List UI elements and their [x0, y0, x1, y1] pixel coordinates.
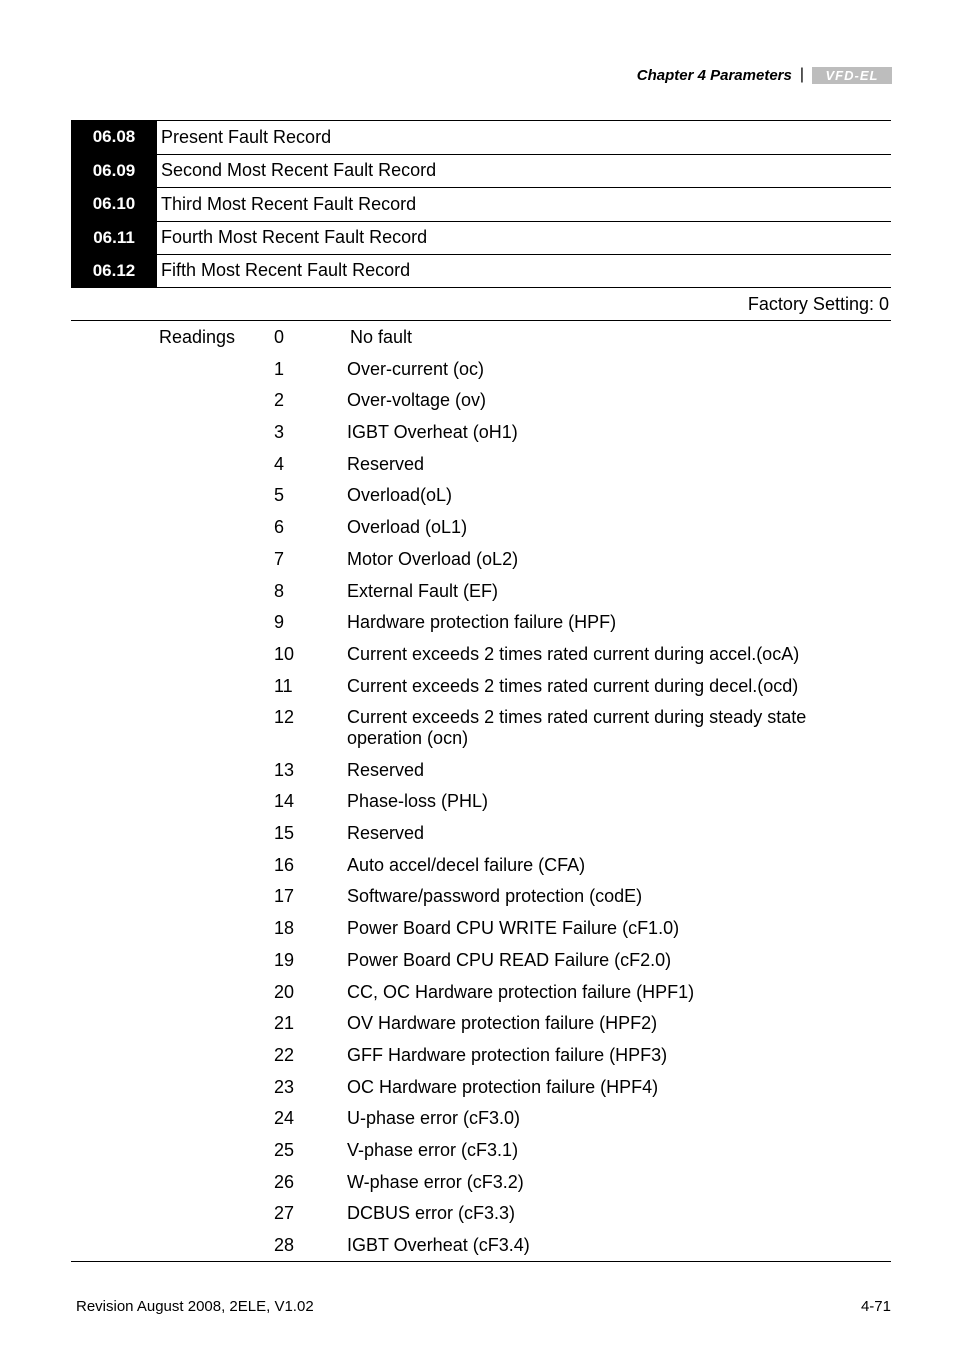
reading-row — [274, 760, 834, 781]
reading-row — [274, 327, 834, 348]
reading-code: 28 — [274, 1235, 295, 1256]
reading-description: Current exceeds 2 times rated current during decel.(ocd) — [347, 675, 799, 696]
reading-description: No fault — [350, 327, 413, 347]
reading-description: Phase-loss (PHL) — [347, 791, 489, 812]
vfd-el-logo-icon: VFD-EL — [812, 67, 892, 84]
reading-description: Overload (oL1) — [347, 517, 468, 538]
parameter-code: 06.08 — [71, 121, 157, 154]
reading-row — [274, 422, 834, 443]
header-separator: | — [799, 66, 804, 83]
readings-list — [274, 327, 834, 1267]
reading-description: OC Hardware protection failure (HPF4) — [347, 1076, 659, 1097]
reading-code: 24 — [274, 1108, 295, 1129]
reading-code: 26 — [274, 1171, 295, 1192]
reading-description: V-phase error (cF3.1) — [347, 1139, 519, 1160]
parameter-name: Second Most Recent Fault Record — [161, 160, 437, 181]
reading-row — [274, 485, 834, 506]
reading-description: GFF Hardware protection failure (HPF3) — [347, 1044, 668, 1065]
footer-revision: Revision August 2008, 2ELE, V1.02 — [76, 1298, 314, 1315]
parameter-row — [71, 154, 891, 188]
parameter-name: Third Most Recent Fault Record — [161, 193, 417, 214]
reading-row — [274, 886, 834, 907]
parameter-row — [71, 254, 891, 288]
reading-row — [274, 1077, 834, 1098]
parameter-table — [71, 120, 891, 288]
reading-description: Power Board CPU READ Failure (cF2.0) — [347, 949, 672, 970]
divider — [71, 1261, 891, 1262]
reading-description: Power Board CPU WRITE Failure (cF1.0) — [347, 918, 680, 939]
reading-code: 6 — [274, 517, 285, 538]
reading-row — [274, 359, 834, 380]
reading-code: 20 — [274, 981, 295, 1002]
parameter-name: Fifth Most Recent Fault Record — [161, 260, 411, 281]
parameter-code: 06.12 — [71, 255, 157, 287]
reading-description: Reserved — [347, 453, 425, 474]
reading-description: IGBT Overheat (cF3.4) — [347, 1235, 530, 1256]
reading-row — [274, 1203, 834, 1224]
parameter-name: Fourth Most Recent Fault Record — [161, 227, 428, 248]
parameter-row — [71, 120, 891, 154]
reading-code: 11 — [274, 675, 293, 696]
reading-code: 18 — [274, 918, 295, 939]
reading-row — [274, 950, 834, 971]
reading-row — [274, 918, 834, 939]
chapter-title: Chapter 4 Parameters — [636, 66, 792, 84]
reading-description: Over-voltage (ov) — [347, 390, 487, 411]
reading-row — [274, 390, 834, 411]
reading-description: Auto accel/decel failure (CFA) — [347, 854, 586, 875]
reading-description: Software/password protection (codE) — [347, 886, 643, 907]
reading-row — [274, 644, 834, 665]
factory-setting: Factory Setting: 0 — [747, 294, 889, 314]
reading-code: 2 — [274, 390, 285, 411]
reading-code: 3 — [274, 422, 285, 443]
parameter-code: 06.10 — [71, 188, 157, 221]
reading-code: 23 — [274, 1076, 295, 1097]
parameter-row — [71, 187, 891, 221]
reading-code: 17 — [274, 886, 295, 907]
reading-row — [274, 791, 834, 812]
reading-row — [274, 1108, 834, 1129]
parameter-name: Present Fault Record — [161, 126, 332, 147]
reading-row — [274, 454, 834, 475]
reading-description: Reserved — [347, 823, 425, 844]
reading-row — [274, 581, 834, 602]
reading-description: Current exceeds 2 times rated current during accel.(ocA) — [347, 643, 800, 664]
reading-row — [274, 1172, 834, 1193]
reading-description: CC, OC Hardware protection failure (HPF1) — [347, 981, 695, 1002]
reading-code: 5 — [274, 485, 285, 506]
reading-code: 10 — [274, 643, 295, 664]
reading-code: 27 — [274, 1203, 295, 1224]
page-header — [637, 66, 892, 84]
reading-description: W-phase error (cF3.2) — [347, 1171, 524, 1192]
reading-code: 0 — [274, 327, 285, 347]
reading-row — [274, 676, 834, 697]
reading-description: Hardware protection failure (HPF) — [347, 612, 617, 633]
reading-code: 13 — [274, 759, 295, 780]
reading-row — [274, 1045, 834, 1066]
footer-page-number: 4-71 — [860, 1298, 891, 1315]
reading-code: 14 — [274, 791, 295, 812]
reading-row — [274, 707, 834, 749]
reading-description: U-phase error (cF3.0) — [347, 1108, 521, 1129]
parameter-code: 06.11 — [71, 222, 157, 255]
reading-code: 4 — [274, 453, 285, 474]
reading-row — [274, 549, 834, 570]
reading-code: 19 — [274, 949, 295, 970]
reading-code: 9 — [274, 612, 285, 633]
reading-row — [274, 1013, 834, 1034]
reading-description: Over-current (oc) — [347, 358, 485, 379]
reading-row — [274, 612, 834, 633]
reading-row — [274, 1140, 834, 1161]
reading-code: 7 — [274, 548, 285, 569]
reading-row — [274, 855, 834, 876]
reading-code: 21 — [274, 1013, 295, 1034]
reading-description: IGBT Overheat (oH1) — [347, 422, 518, 443]
reading-row — [274, 517, 834, 538]
parameter-code: 06.09 — [71, 155, 157, 188]
readings-label: Readings — [159, 327, 236, 347]
reading-description: OV Hardware protection failure (HPF2) — [347, 1013, 658, 1034]
reading-code: 15 — [274, 823, 295, 844]
reading-description: Motor Overload (oL2) — [347, 548, 519, 569]
parameter-row — [71, 221, 891, 255]
reading-code: 8 — [274, 580, 285, 601]
reading-description: DCBUS error (cF3.3) — [347, 1203, 516, 1224]
reading-code: 22 — [274, 1044, 295, 1065]
divider — [71, 320, 891, 321]
reading-description: Current exceeds 2 times rated current during steady state operation (ocn) — [347, 707, 807, 749]
reading-code: 25 — [274, 1139, 295, 1160]
reading-row — [274, 1235, 834, 1256]
reading-description: Overload(oL) — [347, 485, 453, 506]
reading-description: Reserved — [347, 759, 425, 780]
reading-description: External Fault (EF) — [347, 580, 499, 601]
reading-row — [274, 982, 834, 1003]
reading-code: 12 — [274, 707, 295, 728]
reading-code: 1 — [274, 358, 285, 379]
reading-code: 16 — [274, 854, 295, 875]
reading-row — [274, 823, 834, 844]
